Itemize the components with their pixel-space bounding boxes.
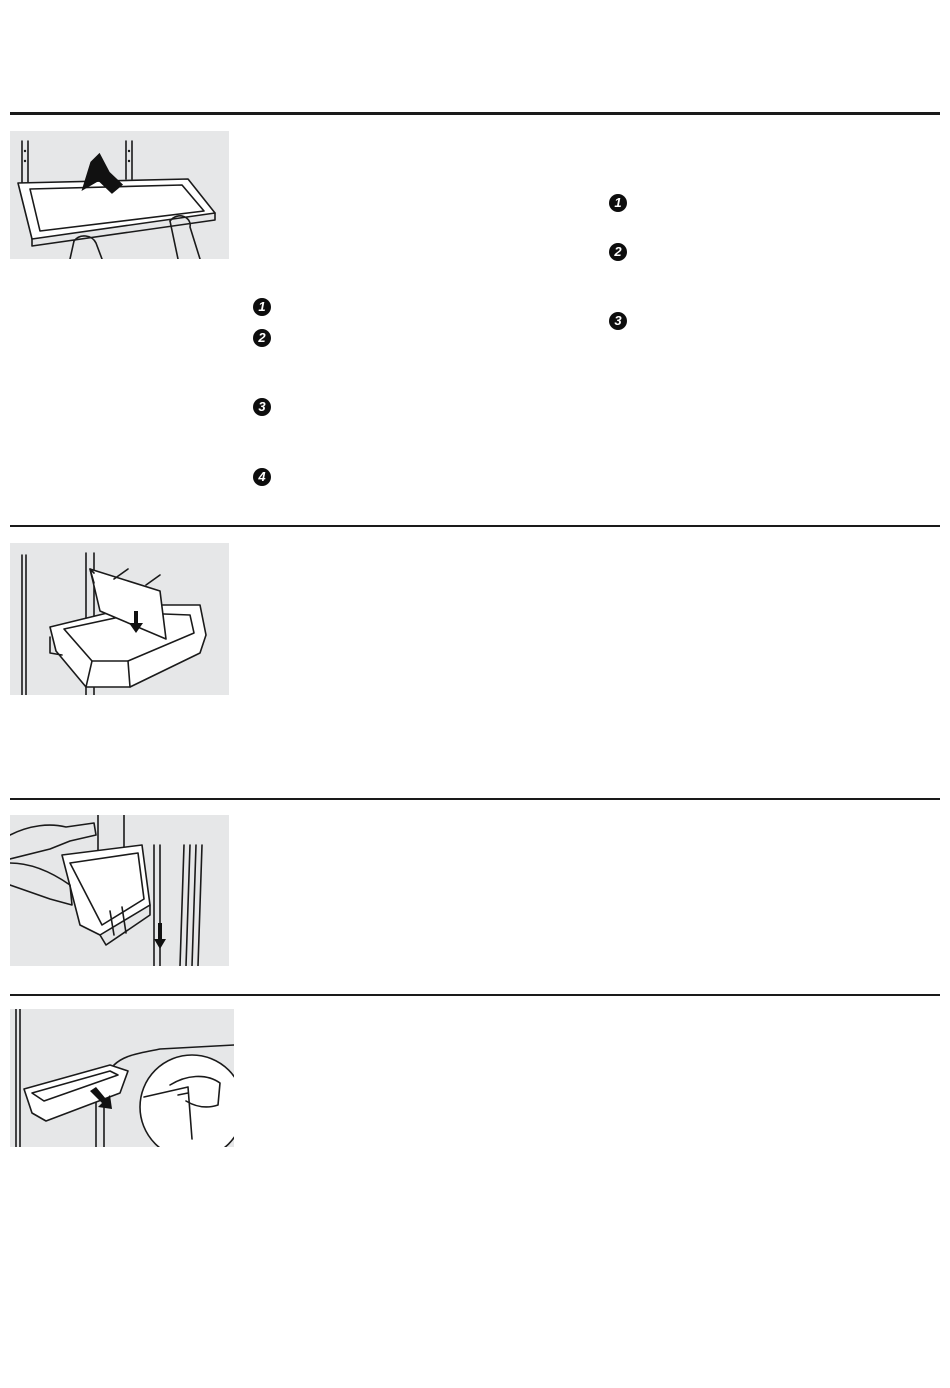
top-section-rule <box>10 112 940 115</box>
section-rule-3 <box>10 798 940 800</box>
step-1-badge-right: 1 <box>609 194 627 212</box>
deep-door-bin-illustration <box>10 1009 234 1147</box>
section-rule-2 <box>10 525 940 527</box>
step-2-badge-left: 2 <box>253 329 271 347</box>
step-1-badge-left: 1 <box>253 298 271 316</box>
step-3-badge-right: 3 <box>609 312 627 330</box>
step-2-badge-right: 2 <box>609 243 627 261</box>
shelf-removal-illustration <box>10 131 229 259</box>
shelf-drawing <box>10 131 229 259</box>
deep-door-bin-drawing <box>10 1009 234 1147</box>
section-rule-4 <box>10 994 940 996</box>
step-4-badge-left: 4 <box>253 468 271 486</box>
snugger-bin-illustration <box>10 543 229 695</box>
door-bin-drawing <box>10 815 229 966</box>
snugger-bin-drawing <box>10 543 229 695</box>
door-bin-illustration <box>10 815 229 966</box>
step-3-badge-left: 3 <box>253 398 271 416</box>
